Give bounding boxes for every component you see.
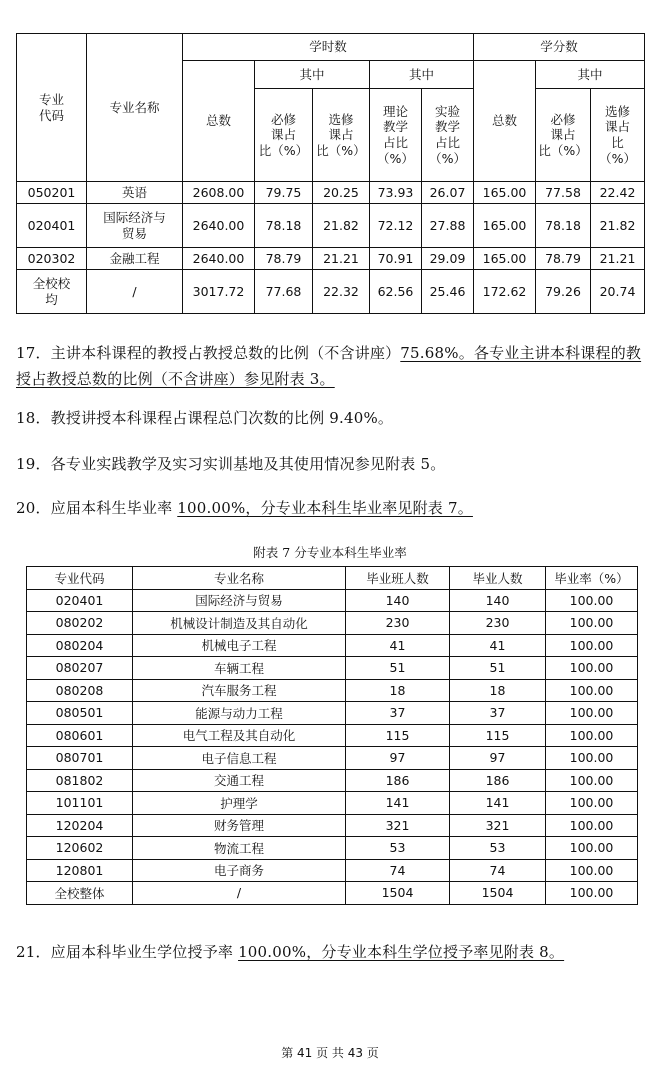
table-cell: 37: [450, 702, 546, 725]
cell-name: /: [87, 270, 183, 314]
cell-total: 3017.72: [183, 270, 255, 314]
table7-caption: 附表 7 分专业本科生毕业率: [253, 545, 407, 560]
table-cell: 100.00: [546, 724, 638, 747]
table-cell: 100.00: [546, 612, 638, 635]
cell-code: 050201: [17, 182, 87, 204]
table-cell: 97: [346, 747, 450, 770]
cell-exp: 29.09: [422, 248, 474, 270]
table-cell: 100.00: [546, 837, 638, 860]
table-cell: 41: [346, 634, 450, 657]
header-req-credits: 必修 课占 比（%）: [536, 89, 591, 182]
table-cell: 电子信息工程: [133, 747, 346, 770]
table-cell: 交通工程: [133, 769, 346, 792]
table-cell: 护理学: [133, 792, 346, 815]
table-cell: 37: [346, 702, 450, 725]
table-row: [27, 589, 638, 612]
cell-theory: 73.93: [370, 182, 422, 204]
cell-credits-elec: 21.21: [591, 248, 645, 270]
table-cell: 国际经济与贸易: [133, 589, 346, 612]
header-req-hours: 必修 课占 比（%）: [255, 89, 313, 182]
table-cell: 020401: [27, 589, 133, 612]
table-cell: /: [133, 882, 346, 905]
cell-total: 2640.00: [183, 204, 255, 248]
table-cell: 120602: [27, 837, 133, 860]
paragraph-17: [16, 340, 656, 392]
header-elec-hours: 选修 课占 比（%）: [313, 89, 370, 182]
hours-credits-table: [16, 33, 645, 314]
table-row: [17, 248, 645, 270]
table-cell: 汽车服务工程: [133, 679, 346, 702]
cell-credits-req: 78.79: [536, 248, 591, 270]
cell-code: 全校校 均: [17, 270, 87, 314]
table-row: [27, 882, 638, 905]
table-cell: 53: [450, 837, 546, 860]
table-cell: 321: [450, 814, 546, 837]
table-cell: 080208: [27, 679, 133, 702]
column-header: 专业代码: [27, 567, 133, 590]
table-cell: 080501: [27, 702, 133, 725]
cell-total: 2608.00: [183, 182, 255, 204]
table-row: [27, 702, 638, 725]
header-among-1: 其中: [255, 61, 370, 89]
cell-theory: 70.91: [370, 248, 422, 270]
cell-theory: 72.12: [370, 204, 422, 248]
cell-elec: 21.82: [313, 204, 370, 248]
header-exp: 实验 教学 占比 （%）: [422, 89, 474, 182]
table-cell: 115: [346, 724, 450, 747]
table-cell: 100.00: [546, 702, 638, 725]
cell-name: 国际经济与 贸易: [87, 204, 183, 248]
table-row: [27, 724, 638, 747]
table-cell: 186: [450, 769, 546, 792]
table-cell: 18: [450, 679, 546, 702]
table-cell: 100.00: [546, 634, 638, 657]
table-row: [27, 792, 638, 815]
table-cell: 080202: [27, 612, 133, 635]
cell-elec: 20.25: [313, 182, 370, 204]
table-row: [27, 679, 638, 702]
cell-req: 78.79: [255, 248, 313, 270]
table-row: [27, 859, 638, 882]
paragraph-17-value: 75.68%。各专业主讲本科课程的教授占教授总数的比例（不含讲座）参见附表 3。: [16, 344, 642, 388]
cell-elec: 22.32: [313, 270, 370, 314]
paragraph-19: [16, 451, 656, 477]
cell-exp: 25.46: [422, 270, 474, 314]
table-cell: 080204: [27, 634, 133, 657]
table-header-row: [27, 567, 638, 590]
table-cell: 101101: [27, 792, 133, 815]
table-cell: 物流工程: [133, 837, 346, 860]
table-cell: 100.00: [546, 769, 638, 792]
table-cell: 100.00: [546, 747, 638, 770]
paragraph-19-text: 19．各专业实践教学及实习实训基地及其使用情况参见附表 5。: [16, 455, 446, 473]
paragraph-21: [16, 939, 656, 965]
cell-elec: 21.21: [313, 248, 370, 270]
cell-credits-req: 77.58: [536, 182, 591, 204]
table-cell: 141: [346, 792, 450, 815]
table-cell: 080207: [27, 657, 133, 680]
header-among-2: 其中: [370, 61, 474, 89]
cell-credits-total: 165.00: [474, 248, 536, 270]
table-cell: 机械设计制造及其自动化: [133, 612, 346, 635]
page-footer: 第 41 页 共 43 页: [281, 1046, 379, 1060]
cell-credits-total: 172.62: [474, 270, 536, 314]
table-row: [27, 634, 638, 657]
table-cell: 18: [346, 679, 450, 702]
cell-req: 77.68: [255, 270, 313, 314]
column-header: 毕业人数: [450, 567, 546, 590]
header-hours: 学时数: [183, 34, 474, 61]
cell-req: 78.18: [255, 204, 313, 248]
header-credits-total: 总数: [474, 61, 536, 182]
table-cell: 100.00: [546, 859, 638, 882]
table-row: [27, 747, 638, 770]
table-row: [27, 612, 638, 635]
cell-credits-total: 165.00: [474, 204, 536, 248]
table-cell: 141: [450, 792, 546, 815]
column-header: 毕业班人数: [346, 567, 450, 590]
table-cell: 74: [346, 859, 450, 882]
table-cell: 能源与动力工程: [133, 702, 346, 725]
table-cell: 230: [346, 612, 450, 635]
header-theory: 理论 教学 占比 （%）: [370, 89, 422, 182]
table-cell: 140: [450, 589, 546, 612]
table-row: [17, 204, 645, 248]
graduation-rate-table: [26, 566, 638, 905]
cell-credits-req: 78.18: [536, 204, 591, 248]
cell-code: 020401: [17, 204, 87, 248]
cell-credits-req: 79.26: [536, 270, 591, 314]
cell-credits-elec: 21.82: [591, 204, 645, 248]
table-cell: 51: [346, 657, 450, 680]
table-cell: 电子商务: [133, 859, 346, 882]
cell-req: 79.75: [255, 182, 313, 204]
column-header: 毕业率（%）: [546, 567, 638, 590]
table-cell: 100.00: [546, 882, 638, 905]
table-cell: 080601: [27, 724, 133, 747]
table-cell: 321: [346, 814, 450, 837]
table-cell: 全校整体: [27, 882, 133, 905]
table-cell: 97: [450, 747, 546, 770]
cell-code: 020302: [17, 248, 87, 270]
table-cell: 财务管理: [133, 814, 346, 837]
header-name: 专业名称: [87, 34, 183, 182]
cell-total: 2640.00: [183, 248, 255, 270]
cell-credits-total: 165.00: [474, 182, 536, 204]
paragraph-20-prefix: 20．应届本科生毕业率: [16, 499, 178, 517]
table-row-school-average: [17, 270, 645, 314]
table-cell: 53: [346, 837, 450, 860]
table-row: [27, 769, 638, 792]
table-cell: 100.00: [546, 814, 638, 837]
table-row: [27, 837, 638, 860]
cell-name: 英语: [87, 182, 183, 204]
header-elec-credits: 选修 课占 比 （%）: [591, 89, 645, 182]
paragraph-21-prefix: 21．应届本科毕业生学位授予率: [16, 943, 239, 961]
table-cell: 081802: [27, 769, 133, 792]
table-cell: 100.00: [546, 679, 638, 702]
table-cell: 080701: [27, 747, 133, 770]
header-among-3: 其中: [536, 61, 645, 89]
table-cell: 120801: [27, 859, 133, 882]
cell-exp: 26.07: [422, 182, 474, 204]
table-row: [27, 814, 638, 837]
table-cell: 车辆工程: [133, 657, 346, 680]
paragraph-18-text: 18．教授讲授本科课程占课程总门次数的比例 9.40%。: [16, 409, 394, 427]
paragraph-17-prefix: 17．主讲本科课程的教授占教授总数的比例（不含讲座）: [16, 344, 401, 362]
paragraph-20: [16, 495, 656, 521]
table-cell: 100.00: [546, 792, 638, 815]
table-cell: 41: [450, 634, 546, 657]
cell-exp: 27.88: [422, 204, 474, 248]
table-cell: 115: [450, 724, 546, 747]
table-cell: 电气工程及其自动化: [133, 724, 346, 747]
paragraph-20-value: 100.00%，分专业本科生毕业率见附表 7。: [177, 499, 473, 517]
table-cell: 186: [346, 769, 450, 792]
header-code: 专业 代码: [17, 34, 87, 182]
table-cell: 120204: [27, 814, 133, 837]
cell-credits-elec: 22.42: [591, 182, 645, 204]
header-hours-total: 总数: [183, 61, 255, 182]
table-row: [27, 657, 638, 680]
table-cell: 140: [346, 589, 450, 612]
column-header: 专业名称: [133, 567, 346, 590]
table-cell: 1504: [450, 882, 546, 905]
paragraph-21-value: 100.00%，分专业本科生学位授予率见附表 8。: [238, 943, 565, 961]
table-cell: 51: [450, 657, 546, 680]
cell-credits-elec: 20.74: [591, 270, 645, 314]
table-cell: 1504: [346, 882, 450, 905]
table-cell: 74: [450, 859, 546, 882]
table-cell: 100.00: [546, 657, 638, 680]
cell-theory: 62.56: [370, 270, 422, 314]
table-cell: 230: [450, 612, 546, 635]
table-row: [17, 182, 645, 204]
paragraph-18: [16, 405, 656, 431]
header-credits: 学分数: [474, 34, 645, 61]
table-cell: 机械电子工程: [133, 634, 346, 657]
cell-name: 金融工程: [87, 248, 183, 270]
table-cell: 100.00: [546, 589, 638, 612]
